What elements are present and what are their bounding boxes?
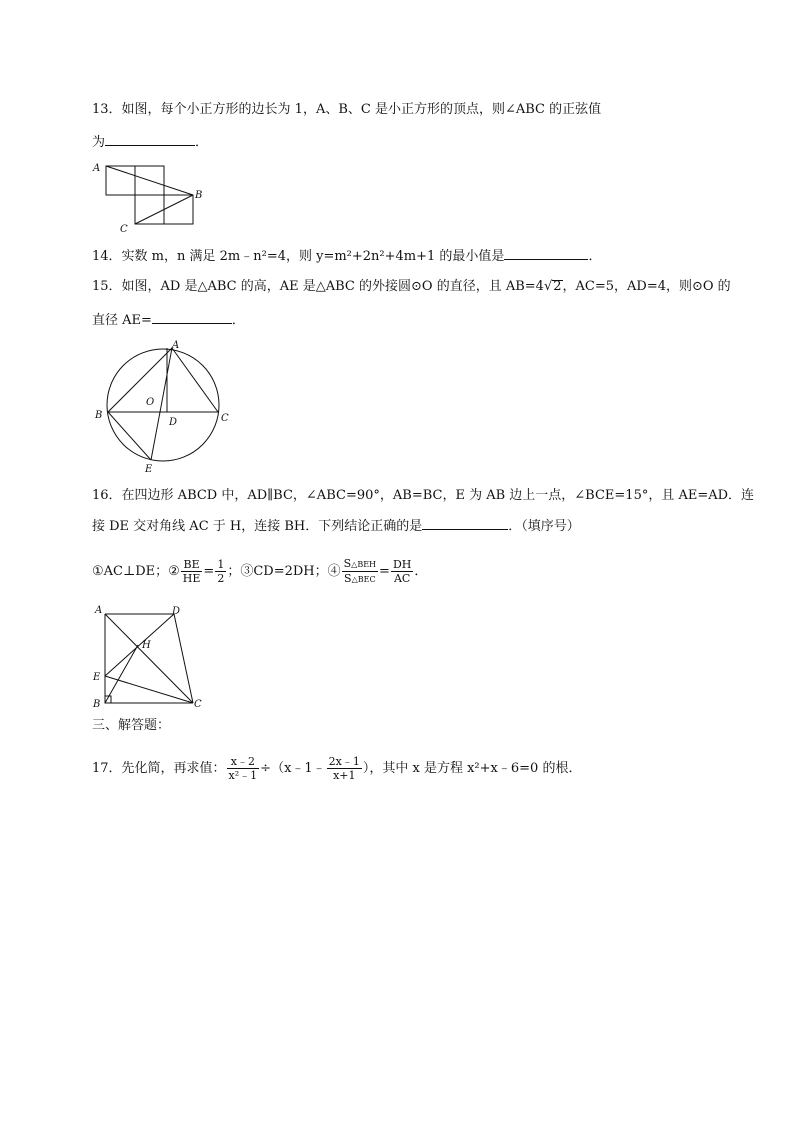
q16-f4-num: DH (392, 558, 412, 571)
q16-fraction-area (342, 557, 378, 586)
q16-label-b: B (93, 699, 101, 708)
q15-prefix2: 直径 AE= (92, 313, 152, 328)
q16-label-c: C (194, 699, 202, 708)
q15-sqrt-symbol: √ (543, 279, 553, 294)
q17-f2-den: x+1 (333, 769, 356, 782)
q15-answer-blank[interactable] (152, 311, 232, 324)
q16-answer-blank[interactable] (422, 517, 508, 530)
q17-prefix: 17．先化简，再求值： (92, 761, 226, 776)
q16-fraction-be-he (181, 558, 203, 585)
q17-mid: ÷（x﹣1﹣ (260, 761, 326, 776)
q17-fraction-2 (327, 755, 362, 782)
q15-sqrt-value: 2 (553, 279, 562, 294)
q14-line (92, 247, 601, 266)
q13-line1: 13．如图，每个小正方形的边长为 1，A、B、C 是小正方形的顶点，则∠ABC 的正弦值 (92, 102, 602, 117)
q13-answer-blank[interactable] (105, 133, 195, 146)
q13-suffix: ． (195, 135, 209, 150)
q16-options (92, 557, 427, 587)
q16-line2 (92, 517, 580, 536)
q17-suffix: ），其中 x 是方程 x²+x﹣6=0 的根． (362, 761, 582, 776)
q16-f3-den-s: S (344, 572, 352, 585)
q16-line1: 16．在四边形 ABCD 中，AD∥BC，∠ABC=90°，AB=BC，E 为 AB 边上一点，∠BCE=15°，且 AE=AD．连 (92, 488, 755, 503)
q16-opt1: ①AC⊥DE；② (92, 564, 180, 579)
q16-f1-num: BE (181, 558, 203, 572)
q17-f1-den: x²﹣1 (228, 769, 258, 782)
q15-label-a: A (172, 340, 180, 351)
q17-f1-num: x﹣2 (227, 755, 260, 769)
q15-line1 (92, 278, 731, 296)
q15-label-e: E (145, 464, 153, 475)
q13-prefix: 为 (92, 135, 106, 150)
q13-label-b: B (195, 190, 203, 201)
q16-end: ． (414, 564, 428, 579)
q14-suffix: ． (588, 249, 602, 264)
q14-text: 14．实数 m，n 满足 2m﹣n²=4，则 y=m²+2n²+4m+1 的最小值是 (92, 249, 505, 264)
q16-f3-den-sub: △BEC (351, 575, 376, 584)
q16-fraction-half (215, 558, 226, 585)
q16-label-h: H (142, 640, 151, 651)
q13-line2 (92, 133, 208, 152)
section-heading: 三、解答题： (92, 718, 171, 733)
q16-label-e: E (93, 672, 101, 683)
q15-label-c: C (221, 413, 229, 424)
q16-f1-den: HE (182, 572, 201, 585)
q16-eq1: = (203, 564, 215, 579)
q13-label-c: C (120, 224, 128, 235)
q16-opt3: ；③CD=2DH；④ (227, 564, 341, 579)
q15-label-b: B (95, 410, 103, 421)
q13-grid-figure (90, 158, 210, 238)
q16-f2-den: 2 (217, 572, 225, 585)
q16-text2: 接 DE 交对角线 AC 于 H，连接 BH．下列结论正确的是 (92, 519, 423, 534)
q15-suffix2: ． (231, 313, 245, 328)
q15-label-o: O (146, 397, 155, 408)
q15-circle-figure (90, 338, 240, 478)
q16-f3-num-sub: △BEH (351, 560, 377, 569)
q16-f4-den: AC (393, 572, 411, 585)
q16-fraction-dh-ac (391, 558, 413, 585)
q17-line (92, 752, 581, 786)
q15-text1: 15．如图，AD 是△ABC 的高，AE 是△ABC 的外接圆⊙O 的直径，且 AB=4 (92, 279, 544, 294)
q16-quadrilateral-figure (90, 600, 210, 708)
q15-text2: ，AC=5，AD=4，则⊙O 的 (562, 279, 731, 294)
q17-f2-num: 2x﹣1 (328, 755, 360, 768)
q16-f3-num-s: S (343, 557, 352, 570)
q17-fraction-1 (227, 755, 260, 782)
q16-suffix2: ．（填序号） (508, 519, 580, 534)
q16-label-a: A (95, 605, 103, 616)
q16-eq2: = (379, 564, 390, 579)
q16-f2-num: 1 (217, 558, 225, 571)
q15-label-d: D (169, 417, 178, 428)
q15-line2 (92, 311, 245, 330)
q13-label-a: A (93, 163, 101, 174)
q14-answer-blank[interactable] (504, 247, 588, 260)
q16-label-d: D (172, 606, 181, 617)
